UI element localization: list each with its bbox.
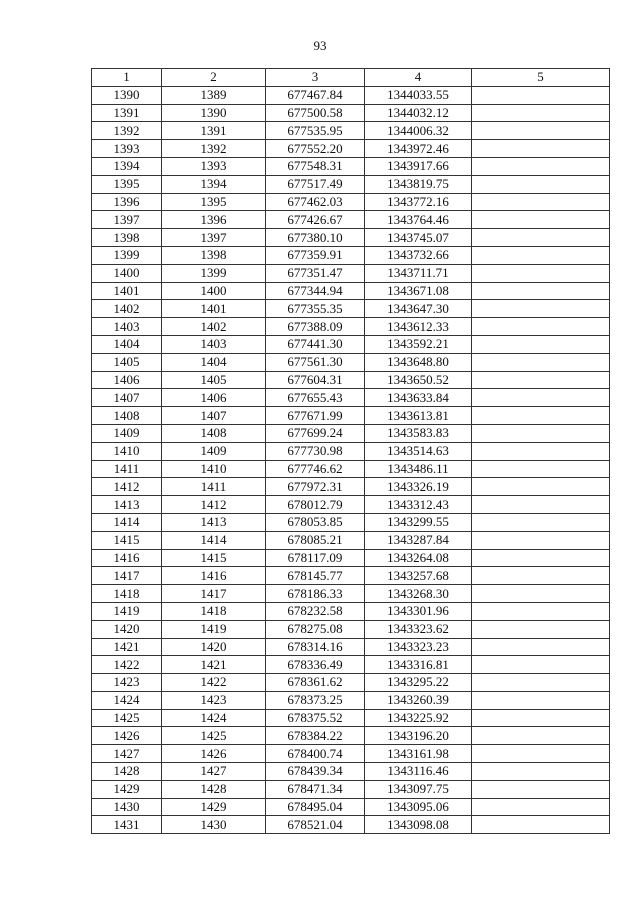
cell-col-1: 1401 bbox=[92, 282, 162, 300]
cell-col-2: 1410 bbox=[162, 460, 266, 478]
cell-col-5 bbox=[472, 246, 610, 264]
cell-col-3: 678145.77 bbox=[266, 567, 365, 585]
cell-col-1: 1415 bbox=[92, 531, 162, 549]
cell-col-2: 1424 bbox=[162, 709, 266, 727]
cell-col-1: 1413 bbox=[92, 496, 162, 514]
cell-col-5 bbox=[472, 531, 610, 549]
cell-col-5 bbox=[472, 549, 610, 567]
cell-col-1: 1430 bbox=[92, 798, 162, 816]
cell-col-3: 677730.98 bbox=[266, 442, 365, 460]
cell-col-3: 677517.49 bbox=[266, 175, 365, 193]
cell-col-2: 1394 bbox=[162, 175, 266, 193]
table-row bbox=[92, 175, 610, 193]
cell-col-5 bbox=[472, 496, 610, 514]
cell-col-4: 1343772.16 bbox=[365, 193, 472, 211]
cell-col-2: 1421 bbox=[162, 656, 266, 674]
table-row bbox=[92, 638, 610, 656]
cell-col-3: 677552.20 bbox=[266, 140, 365, 158]
cell-col-3: 678384.22 bbox=[266, 727, 365, 745]
cell-col-4: 1343612.33 bbox=[365, 318, 472, 336]
cell-col-2: 1390 bbox=[162, 104, 266, 122]
cell-col-3: 678439.34 bbox=[266, 763, 365, 781]
cell-col-3: 677535.95 bbox=[266, 122, 365, 140]
cell-col-2: 1419 bbox=[162, 620, 266, 638]
table-row bbox=[92, 157, 610, 175]
cell-col-1: 1422 bbox=[92, 656, 162, 674]
cell-col-3: 678232.58 bbox=[266, 602, 365, 620]
cell-col-4: 1343764.46 bbox=[365, 211, 472, 229]
cell-col-3: 678521.04 bbox=[266, 816, 365, 834]
cell-col-2: 1409 bbox=[162, 442, 266, 460]
table-row bbox=[92, 656, 610, 674]
cell-col-3: 677699.24 bbox=[266, 424, 365, 442]
cell-col-4: 1344032.12 bbox=[365, 104, 472, 122]
cell-col-4: 1343647.30 bbox=[365, 300, 472, 318]
cell-col-5 bbox=[472, 674, 610, 692]
cell-col-4: 1343225.92 bbox=[365, 709, 472, 727]
cell-col-2: 1422 bbox=[162, 674, 266, 692]
table-row bbox=[92, 318, 610, 336]
cell-col-3: 677426.67 bbox=[266, 211, 365, 229]
cell-col-2: 1400 bbox=[162, 282, 266, 300]
cell-col-1: 1405 bbox=[92, 353, 162, 371]
table-row bbox=[92, 763, 610, 781]
cell-col-2: 1396 bbox=[162, 211, 266, 229]
cell-col-2: 1423 bbox=[162, 691, 266, 709]
cell-col-1: 1393 bbox=[92, 140, 162, 158]
cell-col-4: 1343613.81 bbox=[365, 407, 472, 425]
cell-col-3: 678186.33 bbox=[266, 585, 365, 603]
table-row bbox=[92, 780, 610, 798]
cell-col-3: 678471.34 bbox=[266, 780, 365, 798]
cell-col-3: 677462.03 bbox=[266, 193, 365, 211]
cell-col-2: 1426 bbox=[162, 745, 266, 763]
cell-col-5 bbox=[472, 460, 610, 478]
cell-col-4: 1343326.19 bbox=[365, 478, 472, 496]
cell-col-2: 1407 bbox=[162, 407, 266, 425]
cell-col-5 bbox=[472, 318, 610, 336]
table-row bbox=[92, 798, 610, 816]
cell-col-1: 1396 bbox=[92, 193, 162, 211]
table-row bbox=[92, 478, 610, 496]
table-row bbox=[92, 193, 610, 211]
table-row bbox=[92, 620, 610, 638]
cell-col-3: 678275.08 bbox=[266, 620, 365, 638]
table-row bbox=[92, 674, 610, 692]
cell-col-5 bbox=[472, 656, 610, 674]
cell-col-1: 1408 bbox=[92, 407, 162, 425]
cell-col-2: 1392 bbox=[162, 140, 266, 158]
cell-col-2: 1414 bbox=[162, 531, 266, 549]
cell-col-2: 1399 bbox=[162, 264, 266, 282]
cell-col-4: 1344006.32 bbox=[365, 122, 472, 140]
cell-col-5 bbox=[472, 620, 610, 638]
table-row bbox=[92, 140, 610, 158]
cell-col-4: 1343917.66 bbox=[365, 157, 472, 175]
cell-col-3: 677344.94 bbox=[266, 282, 365, 300]
cell-col-1: 1410 bbox=[92, 442, 162, 460]
cell-col-2: 1401 bbox=[162, 300, 266, 318]
cell-col-5 bbox=[472, 780, 610, 798]
table-header bbox=[92, 69, 610, 87]
cell-col-4: 1343648.80 bbox=[365, 353, 472, 371]
cell-col-1: 1411 bbox=[92, 460, 162, 478]
cell-col-5 bbox=[472, 175, 610, 193]
table-row bbox=[92, 300, 610, 318]
cell-col-1: 1425 bbox=[92, 709, 162, 727]
cell-col-4: 1344033.55 bbox=[365, 86, 472, 104]
cell-col-3: 677351.47 bbox=[266, 264, 365, 282]
cell-col-4: 1343287.84 bbox=[365, 531, 472, 549]
cell-col-3: 677355.35 bbox=[266, 300, 365, 318]
cell-col-4: 1343592.21 bbox=[365, 335, 472, 353]
table-row bbox=[92, 229, 610, 247]
table-row bbox=[92, 496, 610, 514]
cell-col-5 bbox=[472, 745, 610, 763]
cell-col-2: 1429 bbox=[162, 798, 266, 816]
cell-col-1: 1402 bbox=[92, 300, 162, 318]
cell-col-5 bbox=[472, 638, 610, 656]
cell-col-1: 1394 bbox=[92, 157, 162, 175]
cell-col-1: 1403 bbox=[92, 318, 162, 336]
cell-col-1: 1392 bbox=[92, 122, 162, 140]
cell-col-3: 677500.58 bbox=[266, 104, 365, 122]
cell-col-3: 677388.09 bbox=[266, 318, 365, 336]
cell-col-1: 1416 bbox=[92, 549, 162, 567]
cell-col-5 bbox=[472, 389, 610, 407]
cell-col-2: 1391 bbox=[162, 122, 266, 140]
cell-col-1: 1400 bbox=[92, 264, 162, 282]
cell-col-2: 1397 bbox=[162, 229, 266, 247]
cell-col-4: 1343671.08 bbox=[365, 282, 472, 300]
cell-col-1: 1423 bbox=[92, 674, 162, 692]
cell-col-1: 1412 bbox=[92, 478, 162, 496]
cell-col-5 bbox=[472, 140, 610, 158]
cell-col-2: 1430 bbox=[162, 816, 266, 834]
cell-col-5 bbox=[472, 478, 610, 496]
cell-col-1: 1398 bbox=[92, 229, 162, 247]
column-header-2: 2 bbox=[162, 69, 266, 87]
cell-col-3: 677561.30 bbox=[266, 353, 365, 371]
cell-col-2: 1416 bbox=[162, 567, 266, 585]
table-row bbox=[92, 460, 610, 478]
table-row bbox=[92, 335, 610, 353]
cell-col-4: 1343299.55 bbox=[365, 513, 472, 531]
cell-col-5 bbox=[472, 709, 610, 727]
cell-col-4: 1343583.83 bbox=[365, 424, 472, 442]
cell-col-4: 1343268.30 bbox=[365, 585, 472, 603]
table-row bbox=[92, 602, 610, 620]
cell-col-3: 678375.52 bbox=[266, 709, 365, 727]
cell-col-5 bbox=[472, 211, 610, 229]
table-row bbox=[92, 513, 610, 531]
cell-col-1: 1417 bbox=[92, 567, 162, 585]
table-row bbox=[92, 531, 610, 549]
cell-col-3: 678085.21 bbox=[266, 531, 365, 549]
header-row bbox=[92, 69, 610, 87]
cell-col-1: 1421 bbox=[92, 638, 162, 656]
table-row bbox=[92, 371, 610, 389]
table-row bbox=[92, 727, 610, 745]
cell-col-3: 677746.62 bbox=[266, 460, 365, 478]
cell-col-3: 678361.62 bbox=[266, 674, 365, 692]
cell-col-5 bbox=[472, 86, 610, 104]
cell-col-5 bbox=[472, 567, 610, 585]
cell-col-3: 677467.84 bbox=[266, 86, 365, 104]
cell-col-2: 1403 bbox=[162, 335, 266, 353]
table-row bbox=[92, 585, 610, 603]
cell-col-1: 1429 bbox=[92, 780, 162, 798]
cell-col-5 bbox=[472, 300, 610, 318]
cell-col-4: 1343257.68 bbox=[365, 567, 472, 585]
table-row bbox=[92, 264, 610, 282]
cell-col-4: 1343196.20 bbox=[365, 727, 472, 745]
cell-col-3: 677655.43 bbox=[266, 389, 365, 407]
cell-col-5 bbox=[472, 264, 610, 282]
cell-col-3: 677359.91 bbox=[266, 246, 365, 264]
cell-col-4: 1343323.62 bbox=[365, 620, 472, 638]
cell-col-2: 1428 bbox=[162, 780, 266, 798]
cell-col-2: 1415 bbox=[162, 549, 266, 567]
cell-col-5 bbox=[472, 157, 610, 175]
cell-col-5 bbox=[472, 816, 610, 834]
cell-col-1: 1424 bbox=[92, 691, 162, 709]
cell-col-2: 1412 bbox=[162, 496, 266, 514]
table-row bbox=[92, 816, 610, 834]
table-row bbox=[92, 211, 610, 229]
cell-col-2: 1398 bbox=[162, 246, 266, 264]
cell-col-3: 677671.99 bbox=[266, 407, 365, 425]
cell-col-2: 1418 bbox=[162, 602, 266, 620]
table-row bbox=[92, 691, 610, 709]
cell-col-5 bbox=[472, 335, 610, 353]
cell-col-2: 1393 bbox=[162, 157, 266, 175]
cell-col-2: 1411 bbox=[162, 478, 266, 496]
coordinates-table bbox=[91, 68, 610, 834]
cell-col-3: 678053.85 bbox=[266, 513, 365, 531]
cell-col-4: 1343097.75 bbox=[365, 780, 472, 798]
table-row bbox=[92, 282, 610, 300]
cell-col-5 bbox=[472, 727, 610, 745]
cell-col-3: 677604.31 bbox=[266, 371, 365, 389]
cell-col-5 bbox=[472, 353, 610, 371]
table-row bbox=[92, 353, 610, 371]
cell-col-1: 1409 bbox=[92, 424, 162, 442]
cell-col-5 bbox=[472, 763, 610, 781]
cell-col-2: 1389 bbox=[162, 86, 266, 104]
cell-col-1: 1419 bbox=[92, 602, 162, 620]
cell-col-2: 1420 bbox=[162, 638, 266, 656]
cell-col-1: 1406 bbox=[92, 371, 162, 389]
cell-col-1: 1391 bbox=[92, 104, 162, 122]
table-row bbox=[92, 709, 610, 727]
cell-col-5 bbox=[472, 798, 610, 816]
cell-col-2: 1408 bbox=[162, 424, 266, 442]
cell-col-3: 678117.09 bbox=[266, 549, 365, 567]
column-header-5: 5 bbox=[472, 69, 610, 87]
cell-col-1: 1395 bbox=[92, 175, 162, 193]
table-row bbox=[92, 86, 610, 104]
cell-col-2: 1425 bbox=[162, 727, 266, 745]
cell-col-3: 677548.31 bbox=[266, 157, 365, 175]
cell-col-4: 1343116.46 bbox=[365, 763, 472, 781]
table-row bbox=[92, 122, 610, 140]
cell-col-1: 1420 bbox=[92, 620, 162, 638]
cell-col-4: 1343323.23 bbox=[365, 638, 472, 656]
cell-col-4: 1343633.84 bbox=[365, 389, 472, 407]
cell-col-1: 1418 bbox=[92, 585, 162, 603]
cell-col-4: 1343745.07 bbox=[365, 229, 472, 247]
cell-col-4: 1343301.96 bbox=[365, 602, 472, 620]
cell-col-5 bbox=[472, 122, 610, 140]
table-row bbox=[92, 424, 610, 442]
cell-col-2: 1395 bbox=[162, 193, 266, 211]
cell-col-1: 1428 bbox=[92, 763, 162, 781]
cell-col-4: 1343098.08 bbox=[365, 816, 472, 834]
cell-col-5 bbox=[472, 602, 610, 620]
cell-col-2: 1405 bbox=[162, 371, 266, 389]
cell-col-5 bbox=[472, 585, 610, 603]
cell-col-1: 1407 bbox=[92, 389, 162, 407]
cell-col-4: 1343972.46 bbox=[365, 140, 472, 158]
cell-col-1: 1414 bbox=[92, 513, 162, 531]
cell-col-3: 678314.16 bbox=[266, 638, 365, 656]
table-row bbox=[92, 246, 610, 264]
cell-col-4: 1343095.06 bbox=[365, 798, 472, 816]
cell-col-1: 1404 bbox=[92, 335, 162, 353]
cell-col-5 bbox=[472, 282, 610, 300]
cell-col-4: 1343819.75 bbox=[365, 175, 472, 193]
cell-col-4: 1343295.22 bbox=[365, 674, 472, 692]
cell-col-2: 1417 bbox=[162, 585, 266, 603]
cell-col-4: 1343514.63 bbox=[365, 442, 472, 460]
cell-col-1: 1399 bbox=[92, 246, 162, 264]
cell-col-1: 1390 bbox=[92, 86, 162, 104]
cell-col-4: 1343260.39 bbox=[365, 691, 472, 709]
table-row bbox=[92, 745, 610, 763]
cell-col-4: 1343486.11 bbox=[365, 460, 472, 478]
column-header-1: 1 bbox=[92, 69, 162, 87]
cell-col-3: 678336.49 bbox=[266, 656, 365, 674]
cell-col-3: 678400.74 bbox=[266, 745, 365, 763]
table-row bbox=[92, 549, 610, 567]
cell-col-1: 1397 bbox=[92, 211, 162, 229]
cell-col-4: 1343316.81 bbox=[365, 656, 472, 674]
cell-col-2: 1404 bbox=[162, 353, 266, 371]
cell-col-3: 678012.79 bbox=[266, 496, 365, 514]
cell-col-5 bbox=[472, 513, 610, 531]
cell-col-5 bbox=[472, 691, 610, 709]
cell-col-5 bbox=[472, 371, 610, 389]
cell-col-4: 1343711.71 bbox=[365, 264, 472, 282]
cell-col-3: 677972.31 bbox=[266, 478, 365, 496]
cell-col-2: 1402 bbox=[162, 318, 266, 336]
cell-col-3: 677441.30 bbox=[266, 335, 365, 353]
cell-col-4: 1343161.98 bbox=[365, 745, 472, 763]
table-row bbox=[92, 104, 610, 122]
table-row bbox=[92, 567, 610, 585]
cell-col-5 bbox=[472, 424, 610, 442]
cell-col-5 bbox=[472, 193, 610, 211]
column-header-3: 3 bbox=[266, 69, 365, 87]
cell-col-2: 1427 bbox=[162, 763, 266, 781]
cell-col-3: 678373.25 bbox=[266, 691, 365, 709]
cell-col-4: 1343650.52 bbox=[365, 371, 472, 389]
cell-col-1: 1427 bbox=[92, 745, 162, 763]
page-number: 93 bbox=[313, 38, 327, 53]
table-body bbox=[92, 86, 610, 833]
table-row bbox=[92, 442, 610, 460]
cell-col-1: 1426 bbox=[92, 727, 162, 745]
cell-col-2: 1406 bbox=[162, 389, 266, 407]
cell-col-4: 1343264.08 bbox=[365, 549, 472, 567]
table-row bbox=[92, 407, 610, 425]
cell-col-3: 678495.04 bbox=[266, 798, 365, 816]
cell-col-5 bbox=[472, 229, 610, 247]
table-row bbox=[92, 389, 610, 407]
cell-col-3: 677380.10 bbox=[266, 229, 365, 247]
cell-col-4: 1343732.66 bbox=[365, 246, 472, 264]
column-header-4: 4 bbox=[365, 69, 472, 87]
cell-col-5 bbox=[472, 104, 610, 122]
cell-col-5 bbox=[472, 442, 610, 460]
cell-col-2: 1413 bbox=[162, 513, 266, 531]
cell-col-5 bbox=[472, 407, 610, 425]
cell-col-1: 1431 bbox=[92, 816, 162, 834]
cell-col-4: 1343312.43 bbox=[365, 496, 472, 514]
